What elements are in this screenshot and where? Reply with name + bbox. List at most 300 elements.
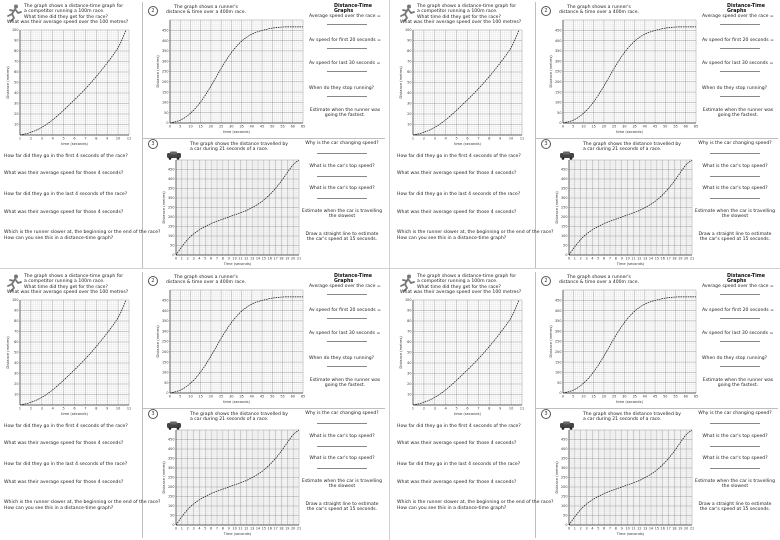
x-tick-label: 1: [411, 406, 415, 411]
q1-question: What was their average speed for those 4 seconds?: [397, 210, 517, 215]
answer-line: [317, 446, 367, 447]
x-tick-label: 9: [227, 256, 230, 261]
q3-graph: [555, 158, 695, 266]
worksheet-title: Distance-Time Graphs: [727, 274, 765, 284]
x-tick-label: 2: [29, 406, 32, 411]
y-axis-label: Distance (metres): [555, 461, 559, 494]
x-tick-label: 20: [683, 526, 689, 531]
column-divider: [142, 272, 143, 538]
x-tick-label: 4: [444, 406, 447, 411]
question-number: 2: [541, 276, 551, 286]
q1-average-question: What was their average speed over the 100 metres?: [400, 290, 522, 295]
y-tick-label: 70: [14, 59, 19, 64]
x-tick-label: 21: [296, 256, 302, 261]
q3-intro-line: a car during 21 seconds of a race.: [190, 417, 269, 423]
x-tick-label: 3: [433, 136, 436, 141]
column-divider: [142, 2, 143, 268]
q1-question: Which is the runner slower at, the beginning or the end of the race?: [397, 230, 554, 235]
x-tick-label: 6: [603, 256, 606, 261]
x-axis-label: time (seconds): [454, 412, 481, 416]
x-tick-label: 2: [579, 526, 582, 531]
x-tick-label: 17: [666, 526, 671, 531]
q3-question: What is the car's top speed?: [309, 434, 375, 439]
y-tick-label: 300: [555, 329, 562, 334]
x-tick-label: 45: [259, 394, 265, 399]
y-tick-label: 250: [162, 69, 169, 74]
q2-question: Av speed for last 30 seconds =: [309, 61, 381, 66]
x-tick-label: 6: [73, 406, 76, 411]
x-tick-label: 35: [632, 124, 637, 129]
q3-question: Why is the car changing speed?: [698, 141, 772, 146]
x-tick-label: 60: [290, 394, 295, 399]
q3-question: Why is the car changing speed?: [698, 411, 772, 416]
x-tick-label: 1: [18, 136, 22, 141]
x-tick-label: 35: [239, 124, 244, 129]
y-tick-label: 350: [162, 49, 169, 54]
y-tick-label: 250: [162, 339, 169, 344]
x-tick-label: 4: [591, 526, 594, 531]
y-tick-label: 0: [565, 523, 568, 528]
y-tick-label: 100: [555, 370, 562, 375]
y-tick-label: 40: [14, 91, 19, 96]
y-tick-label: 50: [557, 110, 562, 115]
x-tick-label: 17: [273, 526, 278, 531]
x-tick-label: 30: [622, 124, 627, 129]
q1-question: What was their average speed for those 4 seconds?: [4, 210, 124, 215]
x-tick-label: 19: [678, 256, 683, 261]
q3-intro-line: a car during 21 seconds of a race.: [583, 417, 662, 423]
y-tick-label: 250: [168, 205, 175, 210]
q2-intro-line: distance & time over a 400m race.: [558, 10, 640, 16]
q1-intro-line: a competitor running a 100m race.: [24, 9, 105, 15]
x-tick-label: 15: [198, 394, 203, 399]
x-tick-label: 5: [62, 136, 65, 141]
q2-intro-line: The graph shows a runner's: [174, 5, 238, 10]
q2-question: Av speed for first 20 seconds =: [309, 308, 381, 313]
y-axis-label: Distance (metres): [549, 325, 553, 358]
y-tick-label: 350: [168, 186, 175, 191]
x-tick-label: 8: [221, 256, 224, 261]
x-tick-label: 18: [279, 256, 284, 261]
y-tick-label: 250: [561, 475, 568, 480]
x-axis-label: Time (seconds): [616, 262, 645, 266]
x-tick-label: 7: [477, 136, 480, 141]
y-tick-label: 100: [561, 234, 568, 239]
y-tick-label: 450: [561, 437, 568, 442]
x-tick-label: 9: [106, 406, 109, 411]
y-tick-label: 350: [555, 49, 562, 54]
y-tick-label: 50: [14, 350, 19, 355]
y-tick-label: 250: [555, 69, 562, 74]
question-number: 3: [148, 409, 158, 419]
q2-question: Average speed over the race =: [702, 14, 774, 19]
y-tick-label: 300: [168, 466, 175, 471]
x-tick-label: 11: [126, 136, 132, 141]
y-tick-label: 400: [168, 177, 175, 182]
x-tick-label: 13: [249, 256, 255, 261]
x-tick-label: 0: [174, 256, 178, 261]
x-tick-label: 65: [300, 394, 306, 399]
x-tick-label: 20: [208, 124, 214, 129]
y-tick-label: 0: [565, 253, 568, 258]
q3-intro-line: The graph shows the distance travelled by: [190, 142, 289, 147]
x-tick-label: 10: [625, 256, 630, 261]
y-tick-label: 50: [563, 513, 568, 518]
x-tick-label: 15: [591, 124, 596, 129]
q1-question: How can you see this in a distance-time graph?: [4, 506, 114, 511]
x-tick-label: 11: [631, 526, 636, 531]
x-tick-label: 5: [204, 256, 207, 261]
y-tick-label: 10: [407, 392, 412, 397]
x-tick-label: 3: [585, 526, 588, 531]
y-tick-label: 100: [405, 298, 412, 303]
answer-line: [720, 96, 760, 97]
y-tick-label: 60: [407, 340, 412, 345]
question-number: 3: [148, 139, 158, 149]
q1-graph: [399, 28, 525, 146]
answer-line: [720, 318, 760, 319]
q1-average-question: What was their average speed over the 100 metres?: [400, 20, 522, 25]
y-tick-label: 200: [555, 350, 562, 354]
y-tick-label: 100: [162, 370, 169, 375]
row-divider: [143, 138, 385, 139]
q2-question: Av speed for first 20 seconds =: [309, 38, 381, 43]
x-tick-label: 19: [678, 526, 683, 531]
x-tick-label: 7: [84, 406, 87, 411]
x-tick-label: 3: [40, 406, 43, 411]
q3-intro-line: a car during 21 seconds of a race.: [190, 147, 269, 153]
x-tick-label: 0: [567, 526, 571, 531]
x-tick-label: 13: [249, 526, 255, 531]
question-number: 3: [541, 139, 551, 149]
q2-question: Av speed for first 20 seconds =: [702, 308, 774, 313]
q3-question: What is the car's top speed?: [309, 164, 375, 169]
x-tick-label: 16: [660, 256, 665, 261]
x-tick-label: 5: [455, 136, 458, 141]
y-tick-label: 200: [561, 485, 568, 490]
y-tick-label: 450: [561, 167, 568, 172]
x-tick-label: 0: [567, 256, 571, 261]
row-divider: [536, 138, 778, 139]
q1-intro-line: The graph shows a distance-time graph for: [24, 274, 124, 279]
x-tick-label: 1: [573, 256, 576, 261]
question-number: 3: [541, 409, 551, 419]
q1-question: How far did they go in the first 4 seconds of the race?: [397, 154, 521, 159]
y-tick-label: 450: [162, 298, 169, 303]
y-tick-label: 150: [168, 224, 175, 229]
x-tick-label: 9: [620, 256, 623, 261]
y-tick-label: 50: [164, 380, 169, 385]
y-tick-label: 40: [407, 91, 412, 96]
q2-question: Estimate when the runner was going the fastest.: [309, 108, 381, 119]
x-tick-label: 4: [51, 406, 54, 411]
y-tick-label: 50: [557, 380, 562, 385]
car-icon: [166, 415, 182, 424]
x-axis-label: time (seconds): [616, 130, 643, 134]
q3-question: Draw a straight line to estimate the car's speed at 15 seconds.: [698, 502, 772, 513]
q2-intro-line: distance & time over a 400m race.: [165, 10, 247, 16]
x-tick-label: 1: [573, 526, 576, 531]
y-axis-label: Distance (metres): [555, 191, 559, 224]
q2-graph: [156, 288, 306, 404]
q2-intro-line: The graph shows a runner's: [174, 275, 238, 280]
q1-question: How far did they go in the last 4 seconds of the race?: [4, 462, 128, 467]
x-tick-label: 2: [422, 406, 425, 411]
q3-chart-svg: [162, 158, 302, 266]
q3-question: What is the car's top speed?: [702, 186, 768, 191]
answer-line: [317, 153, 367, 154]
worksheet-1: [2, 2, 385, 268]
y-tick-label: 300: [162, 329, 169, 334]
x-tick-label: 25: [611, 394, 617, 399]
x-tick-label: 15: [261, 526, 267, 531]
q3-graph: [162, 428, 302, 536]
q3-question: Draw a straight line to estimate the car's speed at 15 seconds.: [305, 502, 379, 513]
x-tick-label: 15: [654, 526, 660, 531]
q1-question: How can you see this in a distance-time graph?: [397, 236, 507, 241]
x-tick-label: 45: [652, 394, 658, 399]
y-tick-label: 40: [407, 361, 412, 366]
y-tick-label: 90: [14, 308, 19, 313]
answer-line: [327, 71, 367, 72]
x-tick-label: 65: [693, 394, 699, 399]
q3-graph: [162, 158, 302, 266]
x-tick-label: 10: [581, 394, 586, 399]
x-axis-label: time (seconds): [454, 142, 481, 146]
x-tick-label: 10: [625, 526, 630, 531]
q3-question: Estimate when the car is travelling the slowest: [301, 209, 383, 220]
q2-question: When do they stop running?: [309, 356, 375, 361]
y-tick-label: 100: [162, 100, 169, 105]
x-tick-label: 10: [188, 124, 193, 129]
q2-question: Estimate when the runner was going the fastest.: [309, 378, 381, 389]
x-tick-label: 3: [433, 406, 436, 411]
y-tick-label: 70: [407, 59, 412, 64]
x-tick-label: 40: [642, 394, 648, 399]
y-axis-label: Distance (metres): [156, 325, 160, 358]
y-tick-label: 90: [407, 308, 412, 313]
x-axis-label: time (seconds): [61, 142, 88, 146]
y-tick-label: 60: [14, 70, 19, 75]
q2-question: Average speed over the race =: [702, 284, 774, 289]
x-tick-label: 4: [198, 256, 201, 261]
y-tick-label: 200: [168, 485, 175, 490]
x-tick-label: 50: [663, 124, 668, 129]
x-tick-label: 1: [180, 526, 183, 531]
answer-line: [720, 366, 760, 367]
y-tick-label: 10: [14, 122, 19, 127]
x-tick-label: 5: [179, 124, 182, 129]
y-axis-label: Distance (metres): [162, 461, 166, 494]
x-tick-label: 5: [597, 526, 600, 531]
q2-chart-svg: [156, 18, 306, 134]
x-tick-label: 6: [210, 526, 213, 531]
y-tick-label: 80: [14, 319, 19, 324]
q3-chart-svg: [162, 428, 302, 536]
y-tick-label: 450: [555, 28, 562, 33]
x-tick-label: 18: [672, 526, 677, 531]
x-tick-label: 7: [608, 526, 612, 531]
q1-question: How far did they go in the last 4 seconds of the race?: [4, 192, 128, 197]
x-tick-label: 6: [466, 406, 469, 411]
y-tick-label: 300: [162, 59, 169, 64]
answer-line: [327, 341, 367, 342]
y-tick-label: 250: [168, 475, 175, 480]
y-tick-label: 50: [164, 110, 169, 115]
x-tick-label: 21: [296, 526, 302, 531]
y-tick-label: 0: [559, 121, 562, 126]
x-tick-label: 0: [561, 394, 565, 399]
answer-line: [710, 153, 760, 154]
y-tick-label: 60: [14, 340, 19, 345]
x-tick-label: 18: [672, 256, 677, 261]
y-axis-label: Distance (metres): [162, 191, 166, 224]
q3-question: Why is the car changing speed?: [305, 411, 379, 416]
x-tick-label: 5: [455, 406, 458, 411]
q2-question: Av speed for last 30 seconds =: [702, 331, 774, 336]
answer-line: [710, 198, 760, 199]
q1-intro-line: a competitor running a 100m race.: [24, 279, 105, 285]
x-tick-label: 12: [244, 526, 249, 531]
x-tick-label: 2: [422, 136, 425, 141]
x-tick-label: 65: [300, 124, 306, 129]
y-tick-label: 80: [407, 319, 412, 324]
y-tick-label: 400: [162, 308, 169, 313]
column-divider: [535, 272, 536, 538]
answer-line: [327, 294, 367, 295]
y-tick-label: 70: [14, 329, 19, 334]
y-tick-label: 50: [14, 80, 19, 85]
y-tick-label: 100: [168, 504, 175, 509]
x-tick-label: 6: [210, 256, 213, 261]
q2-question: Average speed over the race =: [309, 14, 381, 19]
q1-intro-line: The graph shows a distance-time graph for: [24, 4, 124, 9]
y-tick-label: 50: [170, 243, 175, 248]
x-tick-label: 65: [693, 124, 699, 129]
q1-question: What was their average speed for those 4 seconds?: [4, 480, 124, 485]
y-tick-label: 250: [555, 339, 562, 344]
y-tick-label: 300: [561, 196, 568, 201]
y-tick-label: 70: [407, 329, 412, 334]
y-tick-label: 80: [14, 49, 19, 54]
q1-question: Which is the runner slower at, the beginning or the end of the race?: [397, 500, 554, 505]
y-tick-label: 100: [555, 100, 562, 105]
question-number: 2: [541, 6, 551, 16]
y-tick-label: 80: [407, 49, 412, 54]
x-tick-label: 5: [179, 394, 182, 399]
y-tick-label: 450: [168, 167, 175, 172]
y-tick-label: 250: [561, 205, 568, 210]
q3-intro-line: The graph shows the distance travelled by: [583, 142, 682, 147]
x-tick-label: 3: [40, 136, 43, 141]
answer-line: [327, 318, 367, 319]
q2-question: Av speed for last 30 seconds =: [309, 331, 381, 336]
y-tick-label: 100: [12, 28, 19, 33]
worksheet-2: [395, 2, 778, 268]
vertical-divider: [389, 0, 390, 540]
answer-line: [720, 341, 760, 342]
x-tick-label: 5: [572, 394, 575, 399]
q1-graph: [6, 298, 132, 416]
y-tick-label: 350: [168, 456, 175, 461]
q1-intro-line: a competitor running a 100m race.: [417, 279, 498, 285]
q3-intro-line: The graph shows the distance travelled by: [583, 412, 682, 417]
x-tick-label: 0: [168, 124, 172, 129]
q3-question: What is the car's top speed?: [309, 456, 375, 461]
x-axis-label: time (seconds): [223, 400, 250, 404]
q2-graph: [549, 288, 699, 404]
y-tick-label: 450: [168, 437, 175, 442]
x-tick-label: 40: [249, 124, 255, 129]
x-tick-label: 2: [579, 256, 582, 261]
q3-question: Why is the car changing speed?: [305, 141, 379, 146]
x-tick-label: 20: [290, 256, 296, 261]
q1-question: What was their average speed for those 4 seconds?: [397, 480, 517, 485]
worksheet-title: Distance-Time Graphs: [334, 4, 372, 14]
q2-chart-svg: [549, 288, 699, 404]
x-axis-label: time (seconds): [223, 130, 250, 134]
x-tick-label: 15: [591, 394, 596, 399]
q1-question: What was their average speed for those 4 seconds?: [397, 441, 517, 446]
q1-chart-svg: [399, 298, 525, 416]
x-tick-label: 19: [285, 526, 290, 531]
y-tick-label: 20: [407, 382, 412, 387]
x-tick-label: 4: [444, 136, 447, 141]
q2-graph: [549, 18, 699, 134]
x-tick-label: 8: [614, 526, 617, 531]
q2-chart-svg: [549, 18, 699, 134]
answer-line: [720, 294, 760, 295]
x-tick-label: 15: [261, 256, 267, 261]
x-tick-label: 50: [270, 124, 275, 129]
q1-intro-line: What time did they get for the race?: [417, 14, 501, 20]
x-tick-label: 40: [642, 124, 648, 129]
y-tick-label: 0: [166, 121, 169, 126]
worksheet-4: [395, 272, 778, 538]
x-tick-label: 20: [601, 124, 607, 129]
x-tick-label: 10: [508, 136, 514, 141]
answer-line: [317, 198, 367, 199]
worksheet-title: Distance-Time Graphs: [334, 274, 372, 284]
x-tick-label: 50: [663, 394, 668, 399]
q1-question: How can you see this in a distance-time graph?: [4, 236, 114, 241]
x-tick-label: 10: [188, 394, 193, 399]
x-tick-label: 6: [603, 526, 606, 531]
y-tick-label: 10: [14, 392, 19, 397]
y-tick-label: 300: [555, 59, 562, 64]
q2-graph: [156, 18, 306, 134]
q2-question: When do they stop running?: [702, 356, 768, 361]
q3-question: What is the car's top speed?: [702, 434, 768, 439]
x-tick-label: 30: [229, 124, 234, 129]
x-tick-label: 5: [597, 256, 600, 261]
x-tick-label: 10: [115, 136, 121, 141]
q1-intro-line: The graph shows a distance-time graph for: [417, 4, 517, 9]
q1-average-question: What was their average speed over the 100 metres?: [7, 290, 129, 295]
x-tick-label: 7: [608, 256, 612, 261]
x-tick-label: 12: [637, 526, 642, 531]
q1-intro-line: The graph shows a distance-time graph for: [417, 274, 517, 279]
answer-line: [710, 446, 760, 447]
y-tick-label: 150: [555, 360, 562, 365]
q1-question: What was their average speed for those 4 seconds?: [4, 441, 124, 446]
y-tick-label: 50: [170, 513, 175, 518]
x-tick-label: 0: [561, 124, 565, 129]
y-tick-label: 350: [555, 319, 562, 324]
x-axis-label: time (seconds): [61, 412, 88, 416]
y-tick-label: 30: [14, 101, 19, 106]
q2-question: Av speed for first 20 seconds =: [702, 38, 774, 43]
